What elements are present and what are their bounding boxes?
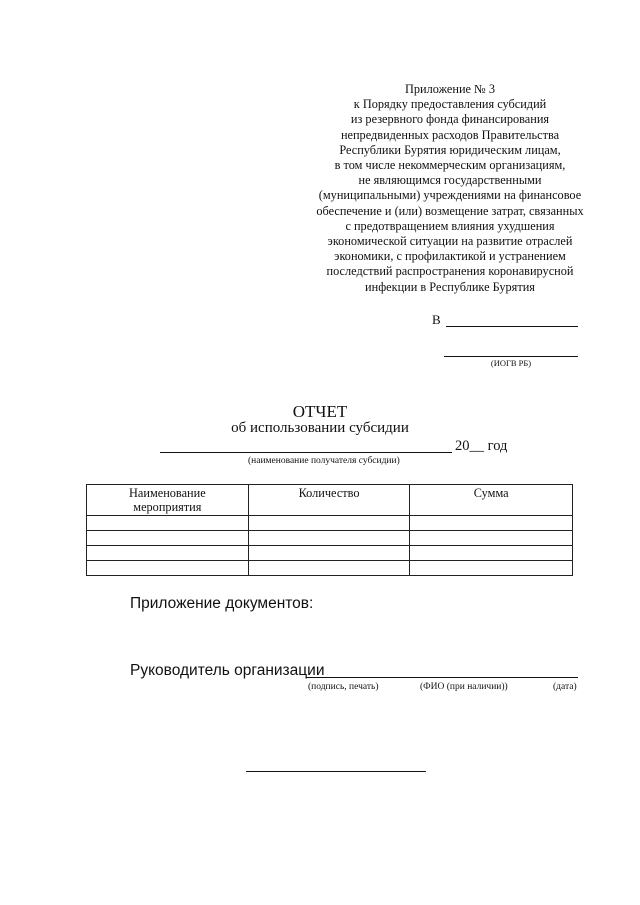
appendix-line: инфекции в Республике Бурятия	[365, 279, 535, 294]
separator-line	[246, 771, 426, 772]
signature-caption: (подпись, печать)	[308, 682, 379, 692]
signatory-label: Руководитель организации	[130, 662, 325, 679]
table-cell[interactable]	[87, 516, 249, 531]
appendix-line: не являющимся государственными	[358, 173, 542, 188]
table-row	[87, 561, 573, 576]
appendix-line: из резервного фонда финансирования	[350, 112, 550, 127]
report-subtitle: об использовании субсидии	[231, 420, 409, 436]
appendix-line: с предотвращением влияния ухудшения	[345, 218, 555, 233]
table-cell[interactable]	[87, 561, 249, 576]
report-year: 20__ год	[455, 438, 508, 454]
table-cell[interactable]	[248, 546, 410, 561]
appendix-line: в том числе некоммерческим организациям,	[334, 158, 566, 173]
appendix-line: Республики Бурятия юридическим лицам,	[339, 142, 561, 157]
appendix-line: непредвиденных расходов Правительства	[340, 127, 560, 142]
column-header-text: Сумма	[473, 486, 509, 500]
report-title: ОТЧЕТ	[292, 402, 348, 421]
appendix-line: последствий распространения коронавирусной	[326, 264, 574, 279]
recipient-caption: (наименование получателя субсидии)	[248, 456, 400, 466]
report-table	[86, 484, 573, 576]
signature-blank-line[interactable]	[306, 677, 578, 678]
appendix-line: экономической ситуации на развитие отраслей	[327, 234, 573, 249]
authority-blank-line[interactable]	[444, 356, 578, 357]
table-row	[87, 546, 573, 561]
table-cell[interactable]	[410, 561, 573, 576]
column-header-amount	[410, 485, 573, 516]
table-cell[interactable]	[410, 531, 573, 546]
recipient-blank-line[interactable]	[160, 452, 452, 453]
column-header-event	[87, 485, 249, 516]
authority-caption: (ИОГВ РБ)	[490, 358, 532, 368]
appendix-line: экономики, с профилактикой и устранением	[334, 249, 566, 264]
appendix-line: к Порядку предоставления субсидий	[353, 97, 547, 112]
table-cell[interactable]	[87, 531, 249, 546]
table-cell[interactable]	[248, 561, 410, 576]
table-cell[interactable]	[87, 546, 249, 561]
table-cell[interactable]	[248, 516, 410, 531]
column-header-text: Количество	[298, 486, 360, 500]
table-header-row	[87, 485, 573, 516]
appendix-line: обеспечение и (или) возмещение затрат, связанных	[316, 203, 584, 218]
appendix-header	[300, 82, 600, 295]
appendix-line: (муниципальными) учреждениями на финансовое	[318, 188, 582, 203]
table-row	[87, 516, 573, 531]
table-row	[87, 531, 573, 546]
column-header-text: мероприятия	[133, 500, 202, 514]
documents-label: Приложение документов:	[130, 595, 314, 612]
column-header-quantity	[248, 485, 410, 516]
table-cell[interactable]	[248, 531, 410, 546]
table-cell[interactable]	[410, 546, 573, 561]
fio-caption: (ФИО (при наличии))	[420, 682, 508, 692]
date-caption: (дата)	[553, 682, 577, 692]
addressee-prefix: В	[432, 312, 441, 327]
addressee-blank-line[interactable]	[446, 326, 578, 327]
column-header-text: Наименование	[129, 486, 206, 500]
appendix-line: Приложение № 3	[404, 82, 496, 96]
table-cell[interactable]	[410, 516, 573, 531]
